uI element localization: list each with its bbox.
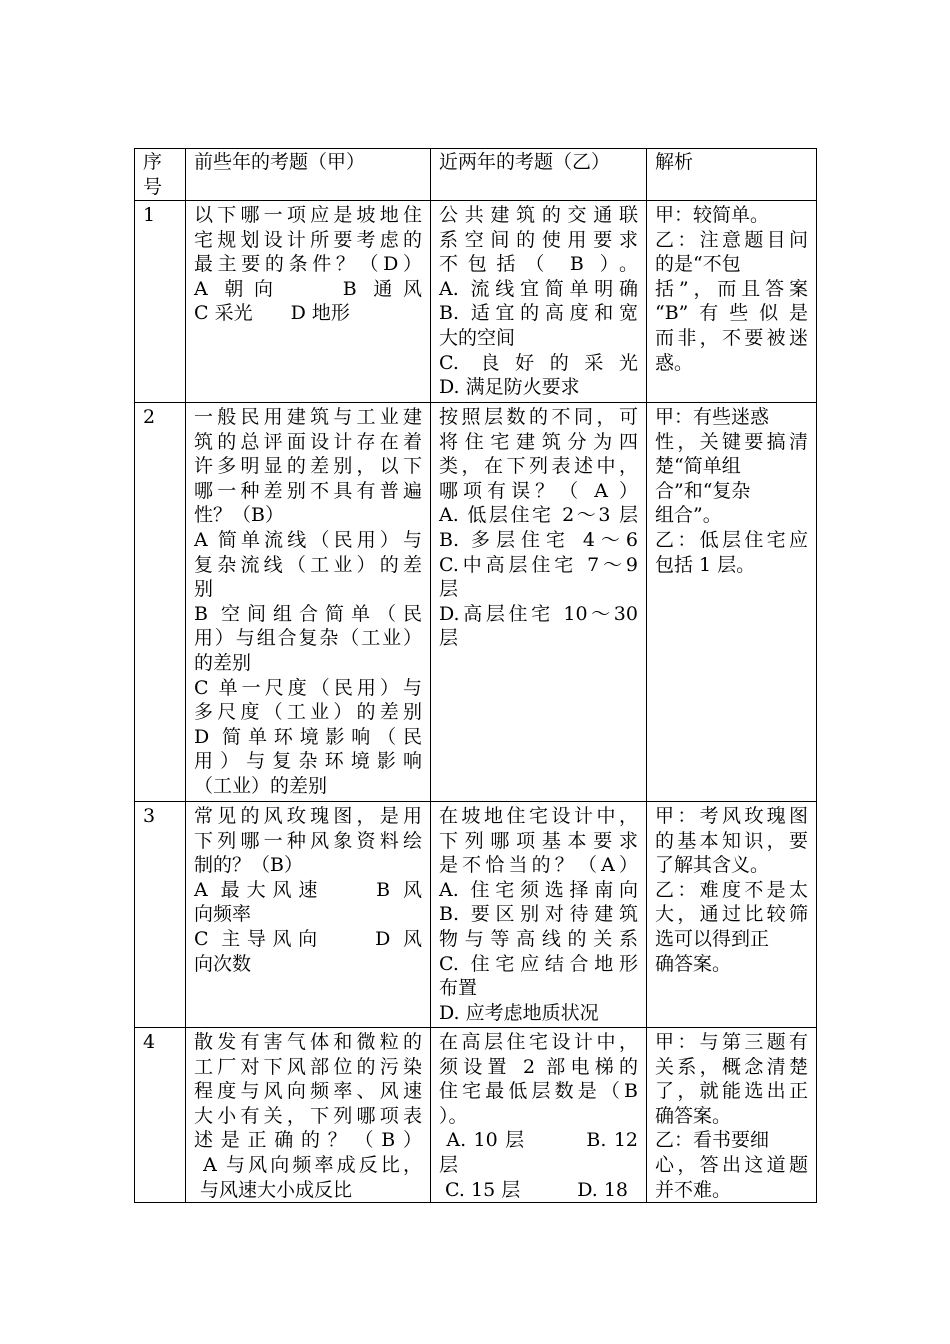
cell-line: 乙：难度不是太 — [655, 878, 808, 901]
cell-line: 下列哪一种风象资料绘 — [194, 829, 422, 852]
recent-question-cell — [431, 201, 647, 403]
cell-line: 以下哪一项应是坡地住 — [194, 204, 422, 226]
cell-line: 最主要的条件？（D） — [194, 253, 422, 276]
cell-line: 大小有关，下列哪项表 — [194, 1104, 422, 1127]
cell-line: 组合”。 — [655, 504, 722, 527]
row-num-text: 1 — [143, 204, 156, 226]
cell-line: B. 要区别对待建筑 — [439, 903, 638, 926]
cell-line: C. 住宅应结合地形 — [439, 952, 638, 975]
cell-line: D. 应考虑地质状况 — [439, 1001, 599, 1024]
row-num-text: 3 — [143, 805, 156, 827]
cell-line: C. 良好的采光 — [439, 351, 638, 374]
cell-line: 述是正确的？（B） — [194, 1129, 422, 1152]
cell-line: A 朝向 B 通风 — [194, 277, 422, 300]
prev-question-cell — [186, 1028, 431, 1203]
cell-line: 下列哪项基本要求 — [439, 829, 638, 852]
cell-line: C. 15 层 D. 18 — [439, 1178, 629, 1201]
row-num-text: 2 — [143, 406, 156, 428]
cell-line: 用）与组合复杂（工业） — [194, 627, 422, 650]
header-num — [135, 149, 186, 201]
cell-line: 在坡地住宅设计中， — [439, 805, 638, 827]
cell-line: 了，就能选出正 — [655, 1080, 808, 1103]
cell-line: 层 — [439, 1153, 459, 1176]
header-analysis-text: 解析 — [655, 151, 694, 173]
cell-line: 系空间的使用要求 — [439, 228, 638, 251]
cell-line: B. 多层住宅 4～6 — [439, 528, 638, 551]
table-row — [135, 802, 817, 1028]
cell-line: A. 住宅须选择南向 — [439, 878, 638, 901]
cell-line: 是不恰当的？（A） — [439, 854, 638, 877]
row-num — [135, 802, 186, 1028]
cell-line: C.中高层住宅 7～9 — [439, 553, 638, 576]
cell-line: 确答案。 — [655, 1104, 732, 1127]
cell-line: 甲：考风玫瑰图 — [655, 805, 808, 827]
cell-line: 别 — [194, 578, 214, 601]
analysis-cell — [647, 403, 817, 802]
prev-question-cell — [186, 802, 431, 1028]
analysis-cell — [647, 802, 817, 1028]
cell-line: D. 满足防火要求 — [439, 376, 580, 399]
cell-line: 性？（B） — [194, 504, 284, 527]
cell-line: 心，答出这道题 — [655, 1153, 808, 1176]
exam-comparison-table — [134, 148, 817, 1203]
cell-line: 须设置 2 部电梯的 — [439, 1055, 638, 1078]
cell-line: 惑。 — [655, 351, 694, 374]
cell-line: 多尺度（工业）的差别 — [194, 701, 422, 724]
cell-line: 关系，概念清楚 — [655, 1055, 808, 1078]
prev-question-cell — [186, 201, 431, 403]
cell-line: 公共建筑的交通联 — [439, 204, 638, 226]
cell-line: 向次数 — [194, 952, 252, 975]
cell-line: 将住宅建筑分为四 — [439, 430, 638, 453]
row-num — [135, 403, 186, 802]
recent-question-cell — [431, 1028, 647, 1203]
cell-line: C 采光 D 地形 — [194, 302, 350, 325]
cell-line: 大，通过比较筛 — [655, 903, 808, 926]
cell-line: 宅规划设计所要考虑的 — [194, 228, 422, 251]
cell-line: A. 10 层 B. 12 — [439, 1129, 638, 1152]
cell-line: A. 流线宜简单明确 — [439, 277, 638, 300]
analysis-cell — [647, 201, 817, 403]
cell-line: A 最大风速 B 风 — [194, 878, 422, 901]
cell-line: 常见的风玫瑰图，是用 — [194, 805, 422, 827]
cell-line: 哪项有误？（ A ） — [439, 479, 638, 502]
cell-line: 了解其含义。 — [655, 854, 770, 877]
table-row — [135, 201, 817, 403]
cell-line: 工厂对下风部位的污染 — [194, 1055, 422, 1078]
cell-line: 的差别 — [194, 651, 252, 674]
cell-line: 物与等高线的关系 — [439, 927, 638, 950]
cell-line: 合”和“复杂 — [655, 479, 751, 502]
cell-line: 散发有害气体和微粒的 — [194, 1031, 422, 1053]
cell-line: 的基本知识，要 — [655, 829, 808, 852]
header-recent-text: 近两年的考题（乙） — [439, 151, 611, 173]
cell-line: C 单一尺度（民用）与 — [194, 676, 422, 699]
cell-line: 与风速大小成反比 — [194, 1178, 353, 1201]
row-num-text: 4 — [143, 1031, 156, 1053]
header-analysis — [647, 149, 817, 201]
header-num-text: 序号 — [143, 151, 163, 198]
cell-line: 选可以得到正 — [655, 927, 770, 950]
header-prev — [186, 149, 431, 201]
cell-line: 一般民用建筑与工业建 — [194, 406, 422, 428]
table-header-row — [135, 149, 817, 201]
cell-line: 不包括（ B ）。 — [439, 253, 638, 276]
cell-line: 复杂流线（工业）的差 — [194, 553, 422, 576]
cell-line: 按照层数的不同，可 — [439, 406, 638, 428]
cell-line: A 与风向频率成反比， — [194, 1153, 423, 1176]
row-num — [135, 201, 186, 403]
cell-line: 括”，而且答案 — [655, 277, 808, 300]
cell-line: 住宅最低层数是（B — [439, 1080, 638, 1103]
table-row — [135, 403, 817, 802]
cell-line: 用）与复杂环境影响 — [194, 750, 422, 773]
cell-line: 并不难。 — [655, 1178, 732, 1201]
cell-line: A. 低层住宅 2～3 层 — [439, 504, 638, 527]
cell-line: 筑的总评面设计存在着 — [194, 430, 422, 453]
cell-line: D 简单环境影响（民 — [194, 725, 422, 748]
header-prev-text: 前些年的考题（甲） — [194, 151, 366, 173]
cell-line: 布置 — [439, 977, 478, 1000]
row-num — [135, 1028, 186, 1203]
cell-line: 向频率 — [194, 903, 252, 926]
cell-line: 大的空间 — [439, 326, 516, 349]
cell-line: 乙：看书要细 — [655, 1129, 770, 1152]
header-recent — [431, 149, 647, 201]
prev-question-cell — [186, 403, 431, 802]
cell-line: 乙：注意题目问 — [655, 228, 808, 251]
cell-line: ）。 — [439, 1104, 468, 1127]
cell-line: 类，在下列表述中， — [439, 455, 638, 478]
cell-line: B 空间组合简单（民 — [194, 602, 422, 625]
cell-line: 甲：有些迷惑 — [655, 406, 770, 428]
cell-line: A 简单流线（民用）与 — [194, 528, 422, 551]
cell-line: 层 — [439, 578, 459, 601]
cell-line: 层 — [439, 627, 459, 650]
cell-line: “B”有些似是 — [655, 302, 808, 325]
cell-line: 包括 1 层。 — [655, 553, 756, 576]
cell-line: 甲：与第三题有 — [655, 1031, 808, 1053]
cell-line: （工业）的差别 — [194, 774, 328, 797]
cell-line: D.高层住宅 10～30 — [439, 602, 638, 625]
cell-line: 而非，不要被迷 — [655, 326, 808, 349]
cell-line: 制的？（B） — [194, 854, 303, 877]
cell-line: 性，关键要搞清 — [655, 430, 808, 453]
cell-line: 哪一种差别不具有普遍 — [194, 479, 422, 502]
cell-line: 甲：较简单。 — [655, 204, 770, 226]
recent-question-cell — [431, 403, 647, 802]
table-row — [135, 1028, 817, 1203]
cell-line: C 主导风向 D 风 — [194, 927, 422, 950]
recent-question-cell — [431, 802, 647, 1028]
cell-line: 在高层住宅设计中， — [439, 1031, 638, 1053]
cell-line: 乙：低层住宅应 — [655, 528, 808, 551]
cell-line: 确答案。 — [655, 952, 732, 975]
cell-line: B. 适宜的高度和宽 — [439, 302, 638, 325]
cell-line: 楚“简单组 — [655, 455, 741, 478]
cell-line: 的是“不包 — [655, 253, 741, 276]
cell-line: 许多明显的差别，以下 — [194, 455, 422, 478]
cell-line: 程度与风向频率、风速 — [194, 1080, 422, 1103]
analysis-cell — [647, 1028, 817, 1203]
